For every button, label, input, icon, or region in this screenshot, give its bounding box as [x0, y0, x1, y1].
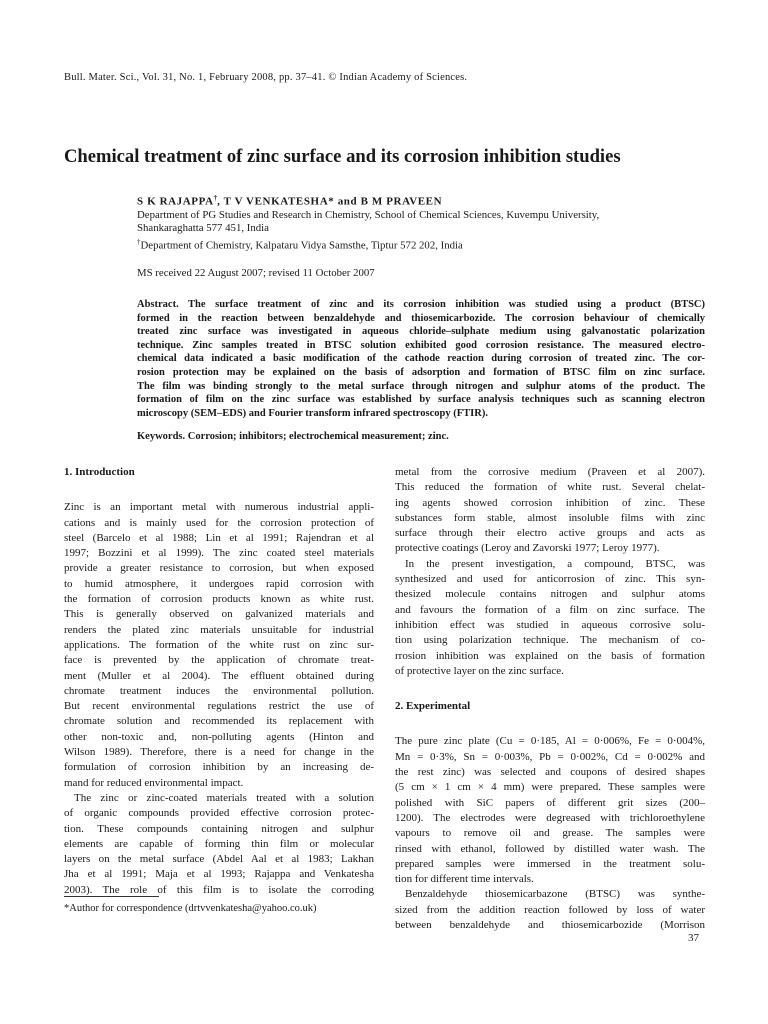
text-line: 1997; Bozzini et al 1999). The zinc coated steel materials	[64, 547, 374, 560]
dagger-mark: †	[137, 237, 141, 246]
keywords: Keywords. Corrosion; inhibitors; electrochemical measurement; zinc.	[137, 431, 449, 442]
text-line: polished with SiC papers of different grit sizes (200–	[395, 796, 705, 809]
text-line: of protective layer on the zinc surface.	[395, 664, 564, 677]
text-line: ment (Muller et al 2004). The effluent obtained during	[64, 669, 374, 682]
text-line: to humid atmosphere, it undergoes rapid corrosion with	[64, 577, 374, 590]
paragraph	[395, 557, 705, 679]
abstract	[137, 298, 705, 420]
text-line: In the present investigation, a compound, BTSC, was	[405, 557, 705, 570]
affiliations	[137, 209, 705, 253]
text-line: steel (Barcelo et al 1988; Lin et al 1991; Rajendran et al	[64, 531, 374, 544]
text-line: rosion protection may be explained on the basis of adsorption and formation of BTSC film on zinc surface.	[137, 366, 705, 378]
paragraph	[64, 500, 374, 791]
text-line: chromate treatment induces the environmental pollution.	[64, 684, 374, 697]
text-line: The zinc or zinc-coated materials treated with a solution	[74, 791, 374, 804]
text-line: Abstract. The surface treatment of zinc and its corrosion inhibition was studied using a product (BTSC)	[137, 299, 705, 310]
text-line: applications. The formation of the white rust on zinc sur-	[64, 638, 374, 651]
text-line: tion using polarization technique. The mechanism of co-	[395, 634, 705, 647]
text-line: protective coatings (Leroy and Zavorski 1977; Leroy 1977).	[395, 542, 660, 555]
author-rest: , T V VENKATESHA* and B M PRAVEEN	[217, 195, 443, 208]
paragraph	[395, 734, 705, 887]
text-line: inhibition effect was studied in aqueous corrosive solu-	[395, 618, 705, 631]
received-dates: MS received 22 August 2007; revised 11 October 2007	[137, 267, 375, 279]
section-heading-experimental: 2. Experimental	[395, 700, 471, 713]
text-line: Jha et al 1991; Maja et al 1993; Rajappa and Venkatesha	[64, 868, 374, 881]
text-line: vapours to remove oil and grease. The samples were	[395, 827, 705, 840]
text-line: of organic compounds provided effective corrosion protec-	[64, 807, 374, 820]
text-line: substances form stable, almost insoluble films with zinc	[395, 511, 705, 524]
affiliation-line-2: Shankaraghatta 577 451, India	[137, 222, 269, 235]
text-line: The pure zinc plate (Cu = 0·185, Al = 0·006%, Fe = 0·004%,	[395, 735, 705, 748]
footnote: *Author for correspondence (drtvvenkatesha@yahoo.co.uk)	[64, 903, 317, 914]
text-line: cations and is mainly used for the corrosion protection of	[64, 516, 374, 529]
text-line: sized from the addition reaction followed by loss of water	[395, 903, 705, 916]
journal-citation: Bull. Mater. Sci., Vol. 31, No. 1, February 2008, pp. 37–41. © Indian Academy of Sciences.	[64, 72, 468, 83]
author-1: S K RAJAPPA	[137, 195, 214, 208]
text-line: formulation of corrosion inhibition by an increasing de-	[64, 761, 374, 774]
text-line: Zinc is an important metal with numerous industrial appli-	[64, 501, 374, 514]
text-line: elements are capable of forming thin film or molecular	[64, 837, 374, 850]
text-line: 2003). The role of this film is to isolate the corroding	[64, 883, 374, 896]
text-line: ing agents showed corrosion inhibition of zinc. These	[395, 496, 705, 509]
text-line: But recent environmental regulations restrict the use of	[64, 700, 374, 713]
page-number: 37	[688, 932, 699, 944]
footnote-rule	[64, 896, 159, 897]
text-line: formed in the reaction between benzaldehyde and thiosemicarbozide. The corrosion behaviour of chemically	[137, 312, 705, 324]
text-line: rrosion inhibition was explained on the basis of formation	[395, 649, 705, 662]
text-line: (5 cm × 1 cm × 4 mm) were prepared. These samples were	[395, 781, 705, 794]
text-line: formation of film on the zinc surface was established by surface analysis techniques such as scanning electron	[137, 394, 705, 406]
text-line: This is generally observed on galvanized materials and	[64, 608, 374, 621]
paragraph	[64, 791, 374, 898]
text-line: prepared samples were immersed in the treatment solu-	[395, 857, 705, 870]
text-line: synthesized and used for anticorrosion of zinc. This syn-	[395, 573, 705, 586]
right-column	[395, 465, 705, 933]
text-line: This reduced the formation of white rust. Several chelat-	[395, 481, 705, 494]
left-column	[64, 465, 374, 898]
text-line: and favours the formation of a film on zinc surface. The	[395, 603, 705, 616]
paragraph	[395, 887, 705, 933]
text-line: thesized molecule contains nitrogen and sulphur atoms	[395, 588, 705, 601]
section-heading-introduction: 1. Introduction	[64, 466, 135, 478]
text-line: 1200). The electrodes were degreased with trichloroethylene	[395, 811, 705, 824]
text-line: other non-toxic and, non-polluting agents (Hinton and	[64, 730, 374, 743]
text-line: treated zinc surface was investigated in aqueous chloride–sulphate medium using galvanostatic polarization	[137, 326, 705, 338]
text-line: face is prevented by the application of chromate treat-	[64, 654, 374, 667]
affiliation-line-3: †Department of Chemistry, Kalpataru Vidya Samsthe, Tiptur 572 202, India	[137, 237, 463, 252]
author-list	[137, 194, 705, 208]
text-line: chemical data indicated a basic modification of the cathode reaction during corrosion of treated zinc. The cor-	[137, 353, 705, 365]
text-line: The film was binding strongly to the metal surface through nitrogen and sulphur atoms of the product. The	[137, 380, 705, 392]
paragraph	[395, 465, 705, 557]
text-line: layers on the metal surface (Abdel Aal et al 1983; Lakhan	[64, 853, 374, 866]
text-line: metal from the corrosive medium (Praveen et al 2007).	[395, 466, 705, 478]
text-line: Benzaldehyde thiosemicarbazone (BTSC) was synthe-	[405, 888, 705, 901]
text-line: surface through their electro active groups and acts as	[395, 527, 705, 540]
text-line: tion for different time intervals.	[395, 873, 534, 886]
text-line: Mn = 0·3%, Sn = 0·003%, Pb = 0·002%, Cd = 0·002% and	[395, 750, 705, 763]
dagger-mark: †	[213, 194, 218, 202]
text-line: the formation of corrosion products known as white rust.	[64, 593, 374, 606]
text-line: chromate solution and recommended its replacement with	[64, 715, 374, 728]
text-line: between benzaldehyde and thiosemicarbozide (Morrison	[395, 919, 705, 932]
text-line: technique. Zinc samples treated in BTSC solution exhibited good corrosion resistance. The measured electro-	[137, 339, 705, 351]
text-line: provide a greater resistance to corrosion, but when exposed	[64, 562, 374, 575]
text-line: Wilson 1989). Therefore, there is a need for change in the	[64, 746, 374, 759]
text-line: renders the plated zinc materials unsuitable for industrial	[64, 623, 374, 636]
affiliation-line-1: Department of PG Studies and Research in Chemistry, School of Chemical Sciences, Kuvempu University,	[137, 209, 600, 221]
paper-title: Chemical treatment of zinc surface and its corrosion inhibition studies	[64, 146, 621, 167]
text-line: the rest zinc) was selected and coupons of desired shapes	[395, 766, 705, 779]
text-line: mand for reduced environmental impact.	[64, 776, 244, 789]
text-line: microscopy (SEM–EDS) and Fourier transform infrared spectroscopy (FTIR).	[137, 407, 488, 419]
text-line: tion. These compounds containing nitrogen and sulphur	[64, 822, 374, 835]
text-line: rinsed with ethanol, followed by distilled water wash. The	[395, 842, 705, 855]
